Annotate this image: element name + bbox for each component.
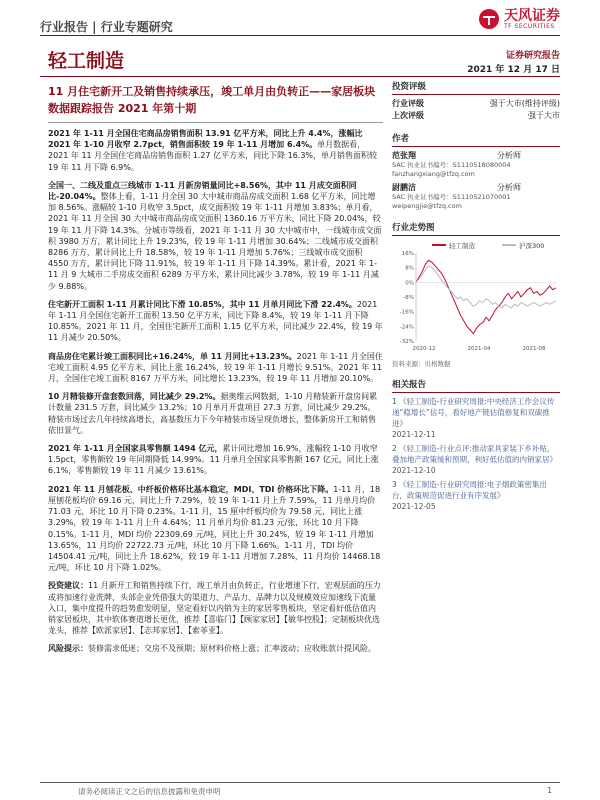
- sector-title: 轻工制造: [48, 50, 125, 72]
- industry-trend-chart: [392, 239, 560, 357]
- paragraph-body: 1-11 月，18 厘刨花板均价 69.16 元，同比上升 7.29%，较 19 年 1-11 月上升 7.59%，11 月单月均价 71.03 元，环比 10 月下降 0.23%。1-11 月，15 厘中纤板均价为 79.58 元，同比上涨 3.29%，较 19 年 1-11 月上升 4.64%；11 月单月均价 81.23 元/张，环比 10 月下降 0.15%。1-11 月，MDI 均价 22309.69 元/吨，同比上升 30.24%，较 19 年 1-11 月增加 13.65%，11 月均价 22722.73 元/吨，环比 10 月下降 1.66%。1-11 月，TDI 均价 14504.41 元/吨，同比上升 18.62%，较 19 年 1-11 月增加 7.28%，11 月均价 14468.18 元/吨，环比 10 月下降 1.02%。: [48, 484, 381, 573]
- rating-heading: 投资评级: [392, 80, 560, 95]
- trend-chart-svg: [392, 239, 560, 357]
- summary-paragraph: [48, 351, 383, 385]
- paragraph-body: 2021 年 1-11 月全国住宅新开工面积 13.50 亿平方米，同比下降 8.4%，较 19 年 1-11 月下降 10.85%。2021 年 11 月，全国住宅新开工面积 1.15 亿平方米，同比减少 22.4%，较 19 年 11 月减少 20.50%。: [48, 299, 383, 343]
- report-category: 行业报告 | 行业专题研究: [40, 20, 173, 34]
- related-reports: [392, 396, 560, 512]
- legend-label: 沪深300: [519, 242, 545, 250]
- rating-key: 行业评级: [392, 99, 424, 108]
- paragraph-lead: 10 月精装修开盘套数回落，同比减少 29.2%。: [48, 392, 221, 402]
- paragraph-body: 整体上看，1-11 月全国 30 大中城市商品房成交面积 1.68 亿平方米，同比增加 8.56%。涨幅较 1-10 月收窄 3.5pct，成交面积较 19 年 1-11 月增加 3.83%；单月看，2021 年 11 月全国 30 大中城市商品房成交面积 1360.16 万平方米，同比下降 20.04%，较 19 年 11 月下降 14.3%。分城市等级看，2021 年 1-11 月 30 大中城市中，一线城市成交面积 3980 万方，累计同比上升 19.23%，较 19 年 1-11 月增加 30.64%；二线城市成交面积 8286 万方，累计同比上升 18.58%，较 19 年 1-11 月增加 5.76%；三线城市成交面积 4550 万方，累计同比下降 11.91%，较 19 年 1-11 月下降 14.39%。累计看，2021 年 1-11 月 9 大城市二手房成交面积 6289 万平方米，累计同比减少 3.78%，较 19 年 1-11 月减少 9.88%。: [48, 192, 382, 291]
- author-role: 分析师: [497, 183, 521, 192]
- summary-paragraph: [48, 580, 383, 636]
- paragraph-lead: 风险提示：: [48, 644, 88, 654]
- paragraph-body: 据奥维云网数据，1-10 月精装新开盘房间累计数量 231.5 万套，同比减少 13.2%；10 月单月开盘项目 27.3 万套，同比减少 29.2%。精装市场过去几年持续高增长，高基数压力下今年精装市场呈现负增长，整体新房开工和销售依旧景气。: [48, 392, 378, 435]
- y-tick-label: -24%: [399, 324, 414, 331]
- rating-table: [392, 98, 560, 122]
- paragraph-body: 2021 年 1-11 月全国住宅竣工面积 4.95 亿平方米，同比上涨 16.24%，较 19 年 1-11 月增长 9.51%。2021 年 11 月，全国住宅竣工面积 8167 万平方米，同比增长 13.23%，较 19 年 11 月增加 20.10%。: [48, 351, 383, 384]
- summary-paragraph: [48, 643, 383, 654]
- rating-row: [392, 98, 560, 110]
- author-heading: 作者: [392, 132, 560, 147]
- paragraph-body: 装修需求低迷；交房不及预期；原材料价格上涨；汇率波动；应收账款计提风险。: [88, 644, 376, 654]
- y-tick-label: -16%: [399, 309, 414, 316]
- summary-column: [48, 128, 383, 662]
- footer-rule: [40, 782, 560, 783]
- sidebar: [392, 80, 560, 515]
- summary-paragraph: [48, 128, 383, 173]
- related-report-item[interactable]: [392, 396, 560, 440]
- title-rule: [40, 76, 560, 77]
- related-heading: 相关报告: [392, 378, 560, 393]
- paragraph-body: 累计同比增加 16.9%，涨幅较 1-10 月收窄 1.5pct，零售额较 19 年同期降低 14.99%。11 月单月全国家具零售额 167 亿元，同比上涨 6.1%，零售额较 19 年 11 月减少 13.61%。: [48, 444, 379, 476]
- author-cert: SAC 执业证书编号：S1110521070001: [392, 193, 511, 201]
- page-header: [40, 8, 560, 36]
- related-report-item[interactable]: [392, 443, 560, 476]
- y-tick-label: 0%: [405, 280, 414, 287]
- related-report-title[interactable]: 2 《轻工制造-行业点评:推动家具家装下乡补贴，叠加地产政策缓和预期，利好低估值的内销家居》: [392, 444, 557, 464]
- related-report-item[interactable]: [392, 479, 560, 512]
- logo-text-en: TF SECURITIES: [504, 22, 555, 30]
- summary-paragraph: [48, 391, 383, 436]
- logo-mark-icon: [478, 8, 500, 30]
- paragraph-lead: 住宅新开工面积 1-11 月累计同比下滑 10.85%，其中 11 月单月同比下滑 22.4%。: [48, 299, 357, 309]
- series-line: [416, 260, 556, 333]
- author-email[interactable]: weipengjie@tfzq.com: [392, 202, 462, 210]
- rating-value: 强于大市: [528, 111, 560, 120]
- paragraph-lead: 2021 年 11 月刨花板、中纤板价格环比基本稳定，MDI、TDI 价格环比下降。: [48, 484, 334, 494]
- summary-paragraph: [48, 443, 383, 477]
- x-tick-label: 2021-04: [467, 346, 491, 352]
- legend-label: 轻工制造: [449, 242, 475, 250]
- x-tick-label: 2020-12: [412, 346, 436, 352]
- related-report-date: 2021-12-11: [392, 430, 436, 439]
- chart-heading: 行业走势图: [392, 221, 560, 236]
- x-tick-label: 2021-08: [522, 346, 546, 352]
- paragraph-lead: 全国一、二线及重点三线城市 1-11 月新房销量同比+8.56%，其中 11 月成交面积同比-20.04%。: [48, 180, 357, 202]
- author-cert: SAC 执业证书编号：S1110518080004: [392, 161, 511, 169]
- report-date: 2021 年 12 月 17 日: [467, 65, 560, 75]
- author-block: [392, 183, 560, 211]
- author-role: 分析师: [497, 151, 521, 160]
- y-tick-label: -32%: [399, 339, 414, 345]
- report-type: 证券研究报告: [505, 51, 560, 61]
- author-block: [392, 151, 560, 179]
- title-underline: [48, 122, 383, 123]
- y-tick-label: 16%: [401, 251, 414, 257]
- paragraph-body: 11 月新开工和销售持续下行，竣工单月由负转正，行业增速下行，宏观层面的压力或将加速行业洗牌，头部企业凭借强大的渠道力、产品力、品牌力以及规模效应加速线下流量入口，集中度提升的趋势愈发明显，坚定看好以内销为主的家居零售板块，坚定看好低估值内销家居板块，其中软体赛道增长更优，推荐【喜临门】【顾家家居】【敏华控股】；定制板块优选龙头，推荐【欧派家居】、【志邦家居】、【索菲亚】。: [48, 581, 381, 636]
- summary-paragraph: [48, 180, 383, 292]
- series-line: [416, 266, 556, 308]
- page-number: 1: [547, 786, 552, 795]
- brand-logo: [478, 8, 560, 30]
- y-tick-label: 8%: [405, 265, 414, 272]
- paragraph-lead: 2021 年 1-11 月全国住宅商品房销售面积 13.91 亿平方米，同比上升 4.4%，涨幅比 2021 年 1-10 月收窄 2.7pct，销售面积较 19 年 1-11 月增加 6.4%。: [48, 129, 363, 150]
- summary-paragraph: [48, 299, 383, 344]
- related-report-title[interactable]: 1 《轻工制造-行业研究周报:中央经济工作会议传递“稳增长”信号，看好地产链估值修复和双碳推进》: [392, 397, 555, 428]
- author-name: 尉鹏洁: [392, 183, 416, 192]
- paragraph-lead: 商品房住宅累计竣工面积同比+16.24%，单 11 月同比+13.23%。: [48, 351, 297, 361]
- related-report-date: 2021-12-10: [392, 466, 436, 475]
- related-report-title[interactable]: 3 《轻工制造-行业研究周报:电子烟政策密集出台，政策规范促进行业有序发展》: [392, 480, 547, 500]
- logo-text-cn: 天风证券: [504, 7, 560, 24]
- report-title: 11 月住宅新开工及销售持续承压，竣工单月由负转正——家居板块数据跟踪报告 2021 年第十期: [48, 85, 376, 115]
- paragraph-lead: 投资建议：: [48, 581, 88, 591]
- summary-paragraph: [48, 484, 383, 574]
- paragraph-body: 单月数据看，2021 年 11 月全国住宅商品房销售面积 1.27 亿平方米，同比下降 16.3%，单月销售面积较 19 年 11 月下降 6.9%。: [48, 140, 378, 172]
- author-name: 范张翔: [392, 151, 416, 160]
- rating-row: [392, 110, 560, 122]
- chart-source: 资料来源：贝格数据: [392, 360, 451, 368]
- y-tick-label: -8%: [403, 295, 414, 301]
- rating-key: 上次评级: [392, 111, 424, 120]
- author-email[interactable]: fanzhangxiang@tfzq.com: [392, 170, 475, 178]
- paragraph-lead: 2021 年 1-11 月全国家具零售额 1494 亿元，: [48, 444, 223, 454]
- footer-disclaimer: 请务必阅读正文之后的信息披露和免责申明: [78, 787, 221, 796]
- related-report-date: 2021-12-05: [392, 502, 436, 511]
- rating-value: 强于大市(维持评级): [489, 99, 560, 108]
